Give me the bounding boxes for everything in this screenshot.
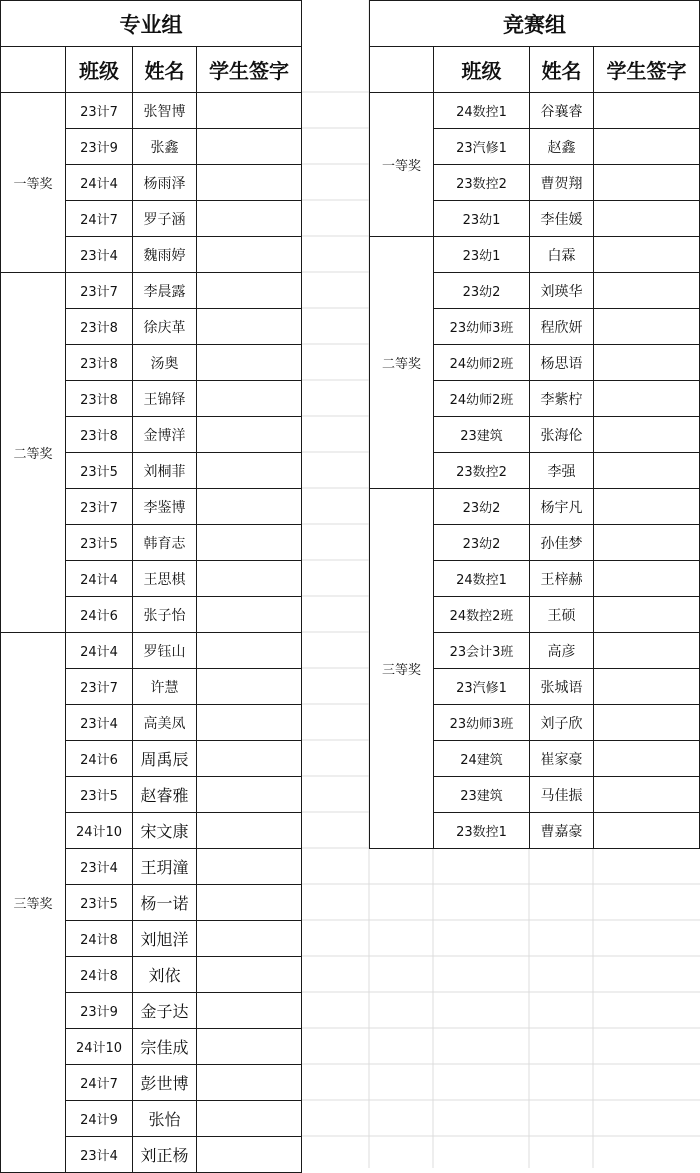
signature-cell[interactable] xyxy=(197,561,302,597)
signature-cell[interactable] xyxy=(594,597,700,633)
signature-cell[interactable] xyxy=(197,669,302,705)
name-cell: 宋文康 xyxy=(133,813,197,849)
class-cell: 23计7 xyxy=(66,669,133,705)
signature-cell[interactable] xyxy=(594,93,700,129)
award-level: 二等奖 xyxy=(1,273,66,633)
name-cell: 孙佳梦 xyxy=(530,525,594,561)
class-cell: 24数控1 xyxy=(434,561,530,597)
signature-header: 学生签字 xyxy=(197,47,302,93)
signature-cell[interactable] xyxy=(197,489,302,525)
name-cell: 周禹辰 xyxy=(133,741,197,777)
competition-group-table xyxy=(369,0,700,849)
name-cell: 金博洋 xyxy=(133,417,197,453)
class-cell: 24计7 xyxy=(66,201,133,237)
class-cell: 23计7 xyxy=(66,273,133,309)
name-cell: 张鑫 xyxy=(133,129,197,165)
name-cell: 刘正杨 xyxy=(133,1137,197,1173)
signature-cell[interactable] xyxy=(197,777,302,813)
name-cell: 程欣妍 xyxy=(530,309,594,345)
name-cell: 杨宇凡 xyxy=(530,489,594,525)
signature-cell[interactable] xyxy=(197,705,302,741)
class-cell: 24幼师2班 xyxy=(434,345,530,381)
table-row xyxy=(1,93,302,129)
name-cell: 刘子欣 xyxy=(530,705,594,741)
professional-group-table xyxy=(0,0,302,1173)
signature-cell[interactable] xyxy=(197,993,302,1029)
signature-header: 学生签字 xyxy=(594,47,700,93)
name-cell: 张海伦 xyxy=(530,417,594,453)
class-cell: 23计4 xyxy=(66,705,133,741)
name-cell: 李紫柠 xyxy=(530,381,594,417)
class-cell: 23幼2 xyxy=(434,273,530,309)
signature-cell[interactable] xyxy=(197,237,302,273)
class-cell: 23计4 xyxy=(66,1137,133,1173)
class-cell: 23建筑 xyxy=(434,417,530,453)
signature-cell[interactable] xyxy=(197,741,302,777)
name-cell: 张怡 xyxy=(133,1101,197,1137)
signature-cell[interactable] xyxy=(197,1029,302,1065)
signature-cell[interactable] xyxy=(197,813,302,849)
class-cell: 24计10 xyxy=(66,813,133,849)
class-cell: 23计7 xyxy=(66,489,133,525)
signature-cell[interactable] xyxy=(197,597,302,633)
class-cell: 23计8 xyxy=(66,381,133,417)
name-cell: 刘瑛华 xyxy=(530,273,594,309)
signature-cell[interactable] xyxy=(197,273,302,309)
name-cell: 徐庆革 xyxy=(133,309,197,345)
class-cell: 23幼1 xyxy=(434,237,530,273)
signature-cell[interactable] xyxy=(594,489,700,525)
class-header: 班级 xyxy=(434,47,530,93)
class-cell: 24幼师2班 xyxy=(434,381,530,417)
name-cell: 刘桐菲 xyxy=(133,453,197,489)
class-cell: 23计5 xyxy=(66,885,133,921)
name-cell: 刘旭洋 xyxy=(133,921,197,957)
class-cell: 23计9 xyxy=(66,993,133,1029)
name-cell: 高彦 xyxy=(530,633,594,669)
class-cell: 23汽修1 xyxy=(434,129,530,165)
name-cell: 李晨露 xyxy=(133,273,197,309)
class-cell: 23数控2 xyxy=(434,453,530,489)
class-cell: 24计4 xyxy=(66,561,133,597)
award-level: 一等奖 xyxy=(370,93,434,237)
class-cell: 23建筑 xyxy=(434,777,530,813)
name-cell: 王锦铎 xyxy=(133,381,197,417)
class-cell: 24计9 xyxy=(66,1101,133,1137)
name-cell: 宗佳成 xyxy=(133,1029,197,1065)
table-row xyxy=(370,237,700,273)
class-cell: 23数控2 xyxy=(434,165,530,201)
class-cell: 23数控1 xyxy=(434,813,530,849)
signature-cell[interactable] xyxy=(197,921,302,957)
signature-cell[interactable] xyxy=(594,129,700,165)
table-row xyxy=(370,489,700,525)
signature-cell[interactable] xyxy=(594,777,700,813)
award-level: 二等奖 xyxy=(370,237,434,489)
name-cell: 魏雨婷 xyxy=(133,237,197,273)
name-cell: 王思棋 xyxy=(133,561,197,597)
name-cell: 白霖 xyxy=(530,237,594,273)
signature-cell[interactable] xyxy=(594,201,700,237)
signature-cell[interactable] xyxy=(197,345,302,381)
signature-cell[interactable] xyxy=(197,849,302,885)
name-cell: 杨一诺 xyxy=(133,885,197,921)
class-cell: 24计6 xyxy=(66,741,133,777)
signature-cell[interactable] xyxy=(197,957,302,993)
signature-cell[interactable] xyxy=(197,129,302,165)
class-cell: 23幼师3班 xyxy=(434,309,530,345)
class-cell: 24计6 xyxy=(66,597,133,633)
name-cell: 张智博 xyxy=(133,93,197,129)
class-cell: 23计8 xyxy=(66,309,133,345)
signature-cell[interactable] xyxy=(594,633,700,669)
class-cell: 23幼2 xyxy=(434,525,530,561)
name-cell: 罗钰山 xyxy=(133,633,197,669)
class-cell: 23计4 xyxy=(66,237,133,273)
signature-cell[interactable] xyxy=(594,705,700,741)
name-cell: 赵睿雅 xyxy=(133,777,197,813)
table-title: 专业组 xyxy=(1,1,302,47)
signature-cell[interactable] xyxy=(197,309,302,345)
signature-cell[interactable] xyxy=(594,417,700,453)
name-header: 姓名 xyxy=(133,47,197,93)
class-cell: 23计8 xyxy=(66,345,133,381)
class-cell: 24计8 xyxy=(66,957,133,993)
class-cell: 23幼师3班 xyxy=(434,705,530,741)
signature-cell[interactable] xyxy=(594,525,700,561)
award-level: 三等奖 xyxy=(1,633,66,1173)
name-cell: 曹嘉豪 xyxy=(530,813,594,849)
award-header xyxy=(370,47,434,93)
name-cell: 谷襄睿 xyxy=(530,93,594,129)
name-cell: 许慧 xyxy=(133,669,197,705)
signature-cell[interactable] xyxy=(197,93,302,129)
class-header: 班级 xyxy=(66,47,133,93)
signature-cell[interactable] xyxy=(197,1065,302,1101)
name-cell: 汤奥 xyxy=(133,345,197,381)
class-cell: 23计7 xyxy=(66,93,133,129)
class-cell: 23计5 xyxy=(66,777,133,813)
name-cell: 王硕 xyxy=(530,597,594,633)
name-cell: 张子怡 xyxy=(133,597,197,633)
name-cell: 张城语 xyxy=(530,669,594,705)
name-cell: 崔家豪 xyxy=(530,741,594,777)
class-cell: 23计8 xyxy=(66,417,133,453)
class-cell: 24计4 xyxy=(66,633,133,669)
signature-cell[interactable] xyxy=(594,561,700,597)
name-cell: 李佳媛 xyxy=(530,201,594,237)
signature-cell[interactable] xyxy=(594,165,700,201)
signature-cell[interactable] xyxy=(594,453,700,489)
class-cell: 24计10 xyxy=(66,1029,133,1065)
signature-cell[interactable] xyxy=(197,417,302,453)
award-level: 三等奖 xyxy=(370,489,434,849)
name-cell: 李鉴博 xyxy=(133,489,197,525)
class-cell: 23计5 xyxy=(66,525,133,561)
table-row xyxy=(370,93,700,129)
class-cell: 23幼1 xyxy=(434,201,530,237)
signature-cell[interactable] xyxy=(594,669,700,705)
table-row xyxy=(1,273,302,309)
signature-cell[interactable] xyxy=(594,813,700,849)
signature-cell[interactable] xyxy=(197,1137,302,1173)
name-cell: 彭世博 xyxy=(133,1065,197,1101)
signature-cell[interactable] xyxy=(197,381,302,417)
class-cell: 24数控1 xyxy=(434,93,530,129)
class-cell: 23会计3班 xyxy=(434,633,530,669)
class-cell: 24计4 xyxy=(66,165,133,201)
name-cell: 罗子涵 xyxy=(133,201,197,237)
signature-cell[interactable] xyxy=(197,165,302,201)
class-cell: 24建筑 xyxy=(434,741,530,777)
name-cell: 王玥潼 xyxy=(133,849,197,885)
class-cell: 23幼2 xyxy=(434,489,530,525)
signature-cell[interactable] xyxy=(197,885,302,921)
signature-cell[interactable] xyxy=(594,237,700,273)
award-header xyxy=(1,47,66,93)
class-cell: 23计4 xyxy=(66,849,133,885)
award-level: 一等奖 xyxy=(1,93,66,273)
class-cell: 24数控2班 xyxy=(434,597,530,633)
signature-cell[interactable] xyxy=(594,381,700,417)
name-cell: 韩育志 xyxy=(133,525,197,561)
name-cell: 李强 xyxy=(530,453,594,489)
signature-cell[interactable] xyxy=(197,525,302,561)
signature-cell[interactable] xyxy=(197,453,302,489)
name-cell: 马佳振 xyxy=(530,777,594,813)
name-cell: 曹贺翔 xyxy=(530,165,594,201)
name-cell: 金子达 xyxy=(133,993,197,1029)
class-cell: 23计9 xyxy=(66,129,133,165)
class-cell: 23计5 xyxy=(66,453,133,489)
signature-cell[interactable] xyxy=(197,201,302,237)
name-cell: 高美凤 xyxy=(133,705,197,741)
class-cell: 24计8 xyxy=(66,921,133,957)
signature-cell[interactable] xyxy=(197,633,302,669)
class-cell: 24计7 xyxy=(66,1065,133,1101)
signature-cell[interactable] xyxy=(594,309,700,345)
name-cell: 王梓赫 xyxy=(530,561,594,597)
name-header: 姓名 xyxy=(530,47,594,93)
signature-cell[interactable] xyxy=(594,345,700,381)
signature-cell[interactable] xyxy=(197,1101,302,1137)
class-cell: 23汽修1 xyxy=(434,669,530,705)
table-title: 竞赛组 xyxy=(370,1,700,47)
name-cell: 杨雨泽 xyxy=(133,165,197,201)
name-cell: 赵鑫 xyxy=(530,129,594,165)
name-cell: 刘依 xyxy=(133,957,197,993)
table-row xyxy=(1,633,302,669)
signature-cell[interactable] xyxy=(594,741,700,777)
name-cell: 杨思语 xyxy=(530,345,594,381)
signature-cell[interactable] xyxy=(594,273,700,309)
